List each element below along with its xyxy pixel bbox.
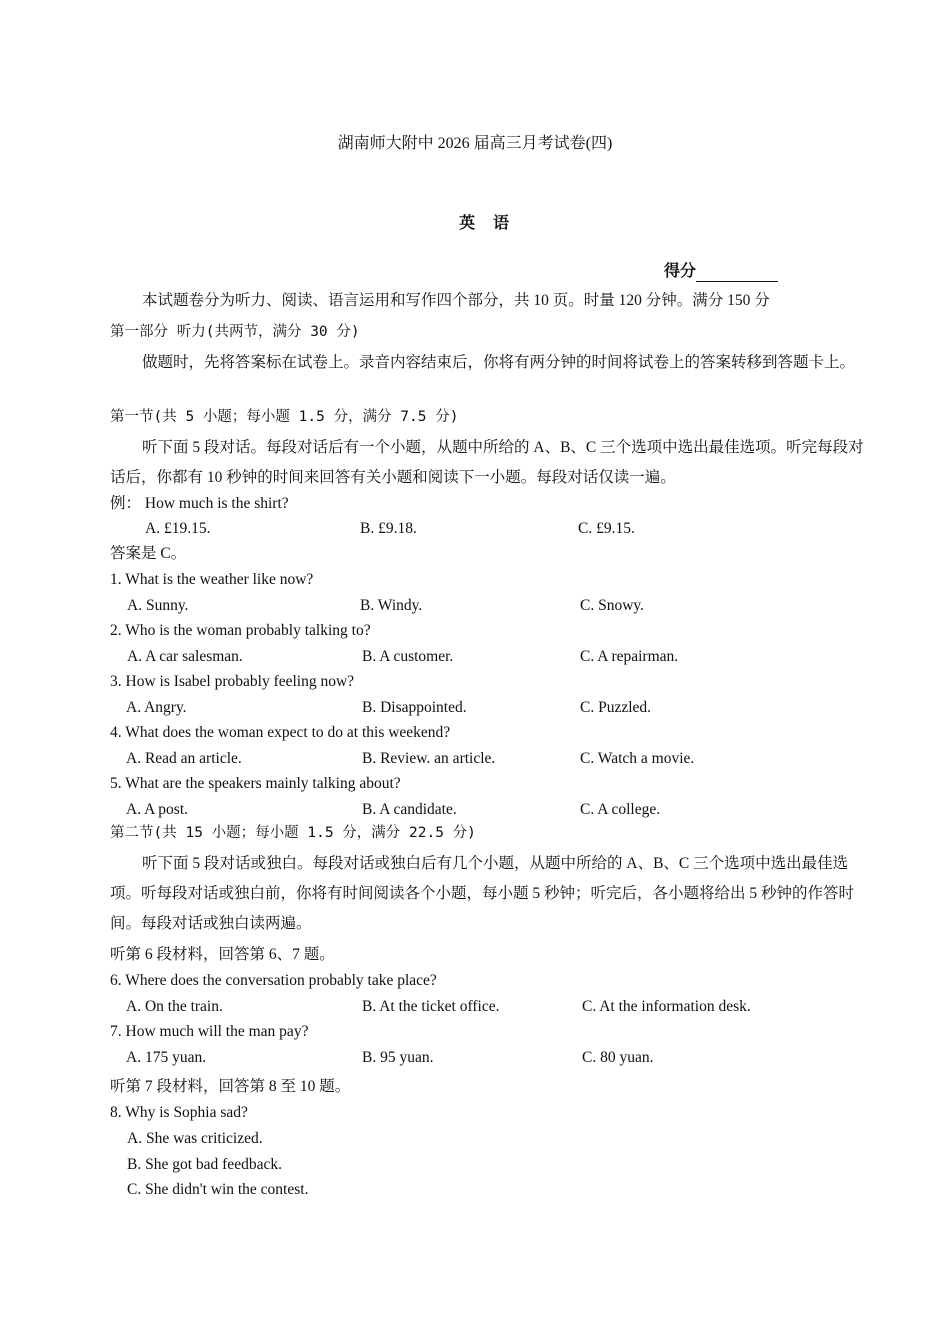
question-8: 8. Why is Sophia sad? xyxy=(110,1104,248,1121)
q5-option-a[interactable]: A. A post. xyxy=(126,801,189,818)
q3-option-a[interactable]: A. Angry. xyxy=(126,699,187,716)
section1-instructions: 听下面 5 段对话。每段对话后有一个小题，从题中所给的 A、B、C 三个选项中选出最佳选项。听完每段对话后，你都有 10 秒钟的时间来回答有关小题和阅读下一小题。每段对话仅读一遍。 xyxy=(110,439,864,486)
score-field xyxy=(664,262,778,282)
exam-intro: 本试题卷分为听力、阅读、语言运用和写作四个部分，共 10 页。时量 120 分钟。满分 150 分 xyxy=(142,292,770,309)
q4-option-c[interactable]: C. Watch a movie. xyxy=(580,750,695,767)
q7-option-b[interactable]: B. 95 yuan. xyxy=(362,1049,434,1066)
score-blank[interactable] xyxy=(696,265,778,282)
q2-option-a[interactable]: A. A car salesman. xyxy=(127,648,243,665)
section2-heading: 第二节(共 15 小题；每小题 1.5 分，满分 22.5 分) xyxy=(110,825,476,841)
question-2: 2. Who is the woman probably talking to? xyxy=(110,622,371,639)
q3-option-b[interactable]: B. Disappointed. xyxy=(362,699,467,716)
example-option-a: A. £19.15. xyxy=(145,520,211,537)
example-option-c: C. £9.15. xyxy=(578,520,635,537)
q5-option-c[interactable]: C. A college. xyxy=(580,801,661,818)
question-4: 4. What does the woman expect to do at this weekend? xyxy=(110,724,451,741)
exam-title: 湖南师大附中 2026 届高三月考试卷(四) xyxy=(337,135,613,152)
q7-option-a[interactable]: A. 175 yuan. xyxy=(126,1049,207,1066)
q1-option-a[interactable]: A. Sunny. xyxy=(127,597,189,614)
section2-instructions: 听下面 5 段对话或独白。每段对话或独白后有几个小题，从题中所给的 A、B、C 三个选项中选出最佳选项。听每段对话或独白前，你将有时间阅读各个小题，每小题 5 秒钟；听完后，各小题将给出 5 秒钟的作答时间。每段对话或独白读两遍。 xyxy=(110,855,855,932)
q2-option-c[interactable]: C. A repairman. xyxy=(580,648,679,665)
q6-option-b[interactable]: B. At the ticket office. xyxy=(362,998,500,1015)
q7-option-c[interactable]: C. 80 yuan. xyxy=(582,1049,654,1066)
q1-option-c[interactable]: C. Snowy. xyxy=(580,597,645,614)
q4-option-b[interactable]: B. Review. an article. xyxy=(362,750,496,767)
q6-option-c[interactable]: C. At the information desk. xyxy=(582,998,751,1015)
score-label: 得分 xyxy=(664,263,697,280)
q6-option-a[interactable]: A. On the train. xyxy=(126,998,223,1015)
q3-option-c[interactable]: C. Puzzled. xyxy=(580,699,652,716)
question-3: 3. How is Isabel probably feeling now? xyxy=(110,673,355,690)
q8-option-b[interactable]: B. She got bad feedback. xyxy=(127,1156,282,1173)
example-option-b: B. £9.18. xyxy=(360,520,417,537)
example-question: 例： How much is the shirt? xyxy=(110,495,289,512)
material-6-note: 听第 6 段材料，回答第 6、7 题。 xyxy=(110,946,335,963)
q8-option-c[interactable]: C. She didn't win the contest. xyxy=(127,1181,309,1198)
part1-heading: 第一部分 听力(共两节，满分 30 分) xyxy=(110,324,360,340)
q4-option-a[interactable]: A. Read an article. xyxy=(126,750,242,767)
question-1: 1. What is the weather like now? xyxy=(110,571,314,588)
q8-option-a[interactable]: A. She was criticized. xyxy=(127,1130,263,1147)
q2-option-b[interactable]: B. A customer. xyxy=(362,648,454,665)
example-answer: 答案是 C。 xyxy=(110,545,187,562)
question-6: 6. Where does the conversation probably take place? xyxy=(110,972,437,989)
part1-instructions: 做题时，先将答案标在试卷上。录音内容结束后，你将有两分钟的时间将试卷上的答案转移到答题卡上。 xyxy=(142,354,856,371)
section1-heading: 第一节(共 5 小题；每小题 1.5 分，满分 7.5 分) xyxy=(110,409,459,425)
material-7-note: 听第 7 段材料，回答第 8 至 10 题。 xyxy=(110,1078,351,1095)
q1-option-b[interactable]: B. Windy. xyxy=(360,597,423,614)
subject-title: 英语 xyxy=(458,215,527,232)
question-7: 7. How much will the man pay? xyxy=(110,1023,309,1040)
question-5: 5. What are the speakers mainly talking about? xyxy=(110,775,401,792)
q5-option-b[interactable]: B. A candidate. xyxy=(362,801,457,818)
